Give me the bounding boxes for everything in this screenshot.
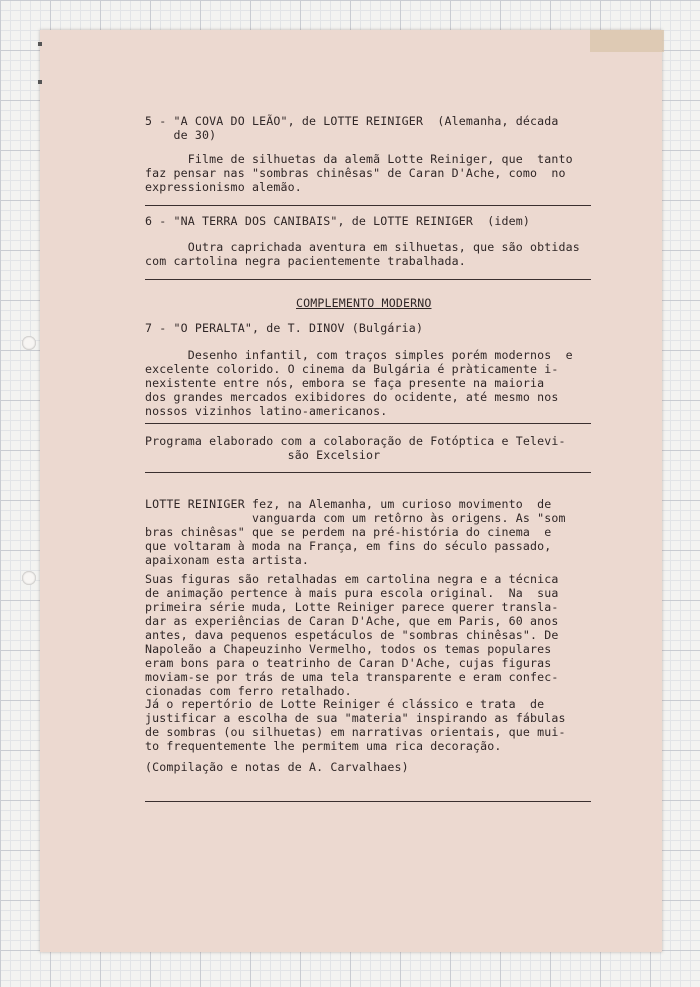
item-6-body: Outra caprichada aventura em silhuetas, que são obtidas com cartolina negra pacientemente trabalhada. <box>145 240 580 268</box>
notes-paragraph-1: LOTTE REINIGER fez, na Alemanha, um curioso movimento de vanguarda com um retôrno às origens. As "som bras chinêsas" que se perdem na pré-história do cinema e que voltaram à moda na França, em fins do século passado, apaixonam esta artista. <box>145 497 566 567</box>
divider <box>145 801 591 802</box>
divider <box>145 472 591 473</box>
punch-hole <box>22 571 36 585</box>
program-note: Programa elaborado com a colaboração de Fotóptica e Televi- são Excelsior <box>145 434 566 462</box>
notes-paragraph-2: Suas figuras são retalhadas em cartolina negra e a técnica de animação pertence à mais pura escola original. Na sua primeira série muda, Lotte Reiniger parece querer transla- dar as experiências de Caran D'Ache, que em Paris, 60 anos antes, dava pequenos espetáculos de "sombras chinêsas". De Napoleão a Chapeuzinho Vermelho, todos os temas populares eram bons para o teatrinho de Caran D'Ache, cujas figuras moviam-se por trás de uma tela transparente e eram confec- cionadas com ferro retalhado. <box>145 572 559 698</box>
item-5-title: 5 - "A COVA DO LEÃO", de LOTTE REINIGER (Alemanha, década de 30) <box>145 114 559 142</box>
tape-strip <box>590 30 664 52</box>
divider <box>145 205 591 206</box>
punch-hole <box>22 336 36 350</box>
notes-paragraph-3: Já o repertório de Lotte Reiniger é clássico e trata de justificar a escolha de sua "materia" inspirando as fábulas de sombras (ou silhuetas) em narrativas orientais, que mui- to frequentemente lhe permitem uma rica decoração. <box>145 697 566 753</box>
divider <box>145 279 591 280</box>
item-6-title: 6 - "NA TERRA DOS CANIBAIS", de LOTTE REINIGER (idem) <box>145 214 531 228</box>
item-7-title: 7 - "O PERALTA", de T. DINOV (Bulgária) <box>145 321 424 335</box>
compilation-credit: (Compilação e notas de A. Carvalhaes) <box>145 760 409 774</box>
item-7-body: Desenho infantil, com traços simples porém modernos e excelente colorido. O cinema da Bulgária é pràticamente i- nexistente entre nós, embora se faça presente na maioria dos grandes mercados exibidores do ocidente, até mesmo nos nossos vizinhos latino-americanos. <box>145 348 573 418</box>
divider <box>145 423 591 424</box>
item-5-body: Filme de silhuetas da alemã Lotte Reiniger, que tanto faz pensar nas "sombras chinêsas" de Caran D'Ache, como no expressionismo alemão. <box>145 152 573 194</box>
pin-mark <box>38 80 42 84</box>
complement-heading: COMPLEMENTO MODERNO <box>296 296 432 310</box>
pin-mark <box>38 42 42 46</box>
